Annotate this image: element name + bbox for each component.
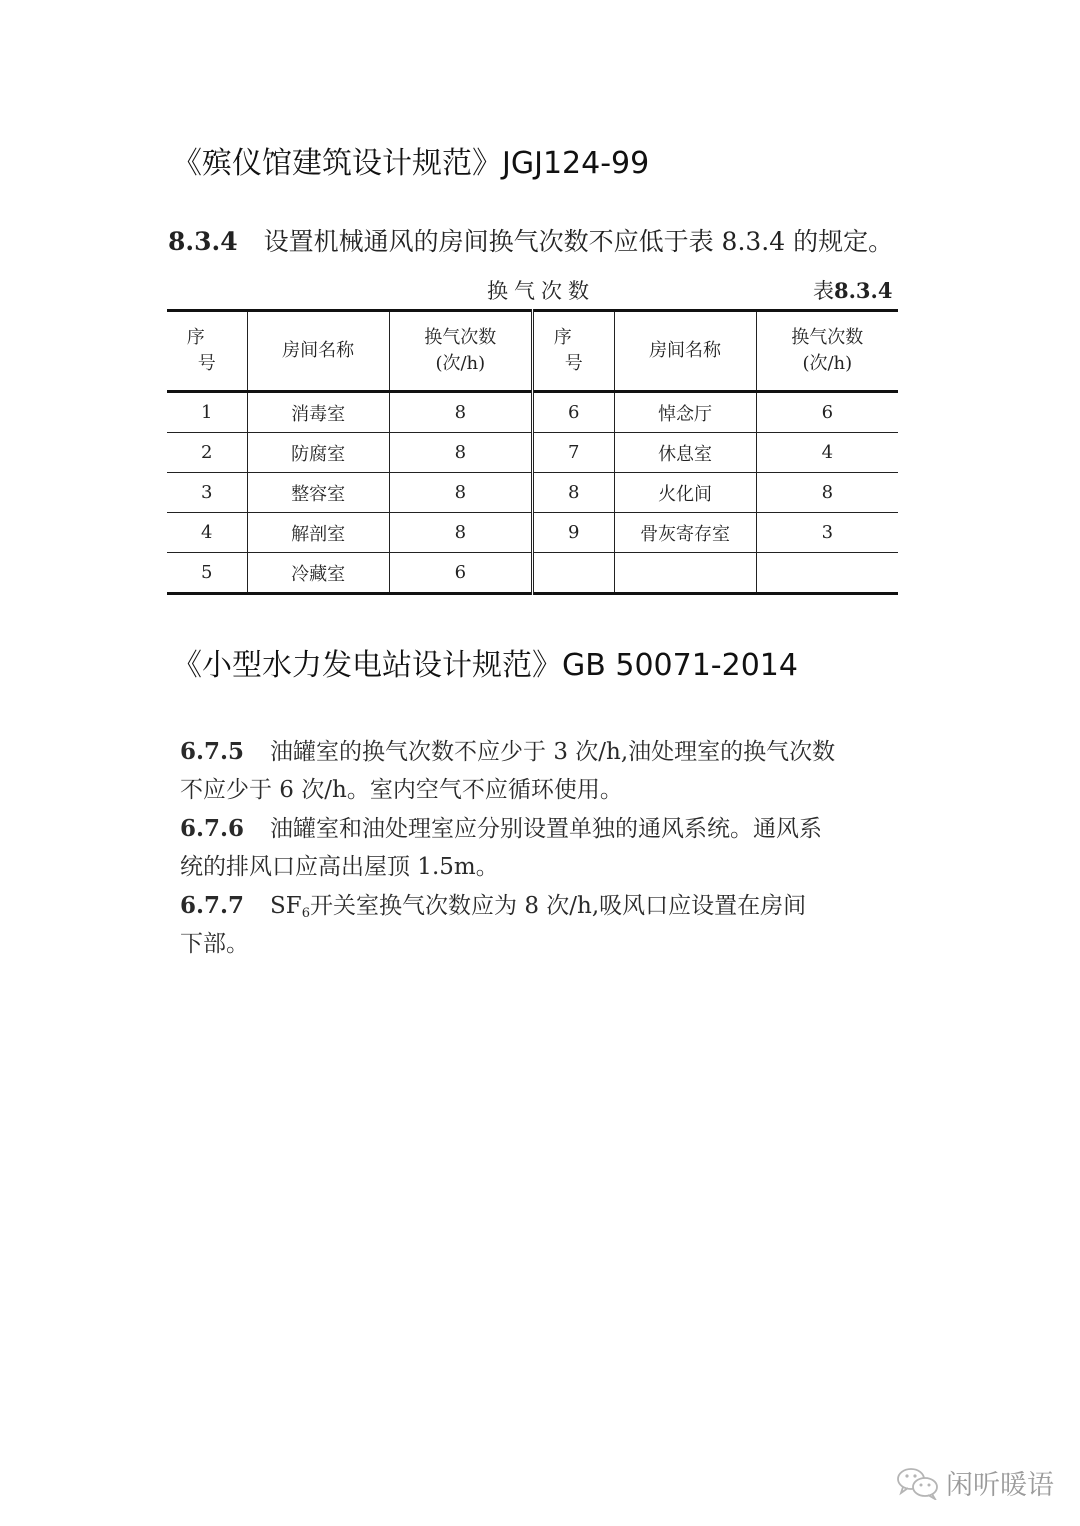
table-label [813, 275, 892, 305]
cell-rate: 6 [756, 392, 898, 433]
clause-6-7-6-continued: 统的排风口应高出屋顶 1.5m。 [180, 854, 499, 880]
clause-6-7-7 [180, 887, 806, 921]
cell-room: 休息室 [614, 433, 756, 473]
cell-rate: 8 [389, 513, 532, 553]
table-header-row [167, 311, 898, 392]
cell-room: 火化间 [614, 473, 756, 513]
clause-text: 设置机械通风的房间换气次数不应低于表 8.3.4 的规定。 [263, 227, 894, 256]
table-row [167, 553, 898, 594]
cell-rate: 8 [389, 433, 532, 473]
clause-6-7-5-continued: 不应少于 6 次/h。室内空气不应循环使用。 [180, 777, 623, 803]
clause-number: 6.7.7 [180, 892, 245, 919]
sf6-prefix: SF [270, 893, 302, 919]
table-row [167, 513, 898, 553]
clause-number: 6.7.5 [180, 738, 245, 765]
cell-rate: 4 [756, 433, 898, 473]
cell-rate: 8 [389, 473, 532, 513]
cell-room: 骨灰寄存室 [614, 513, 756, 553]
header-room: 房间名称 [247, 311, 389, 392]
clause-text: 开关室换气次数应为 8 次/h,吸风口应设置在房间 [310, 893, 807, 919]
cell-rate: 8 [389, 392, 532, 433]
cell-room [614, 553, 756, 594]
clause-6-7-6 [180, 810, 822, 843]
header-rate: 换气次数 (次/h) [389, 311, 532, 392]
table-row [167, 473, 898, 513]
cell-seq: 2 [167, 433, 247, 473]
table-label-prefix: 表 [813, 279, 834, 303]
clause-text: 油罐室的换气次数不应少于 3 次/h,油处理室的换气次数 [270, 739, 836, 765]
cell-seq: 3 [167, 473, 247, 513]
cell-rate [756, 553, 898, 594]
sf6-subscript: 6 [301, 906, 311, 921]
cell-rate: 3 [756, 513, 898, 553]
clause-6-7-5 [180, 733, 835, 766]
wechat-icon [896, 1466, 940, 1500]
clause-number: 6.7.6 [180, 815, 245, 842]
table-row [167, 433, 898, 473]
cell-seq: 6 [532, 392, 614, 433]
cell-seq: 4 [167, 513, 247, 553]
watermark-text: 闲听暖语 [946, 1470, 1054, 1501]
header-seq: 序 号 [167, 311, 247, 392]
clause-text: 油罐室和油处理室应分别设置单独的通风系统。通风系 [270, 816, 823, 842]
header-rate: 换气次数 (次/h) [756, 311, 898, 392]
header-room: 房间名称 [614, 311, 756, 392]
cell-seq: 5 [167, 553, 247, 594]
cell-seq [532, 553, 614, 594]
clause-8-3-4 [168, 222, 893, 258]
table-caption: 换气次数 [487, 279, 595, 303]
standard-title-funeral-home: 《殡仪馆建筑设计规范》JGJ124-99 [172, 146, 650, 181]
header-seq: 序 号 [532, 311, 614, 392]
cell-room: 悼念厅 [614, 392, 756, 433]
cell-seq: 1 [167, 392, 247, 433]
cell-room: 冷藏室 [247, 553, 389, 594]
cell-room: 整容室 [247, 473, 389, 513]
cell-rate: 6 [389, 553, 532, 594]
air-change-table [167, 309, 898, 595]
table-label-number: 8.3.4 [834, 278, 893, 303]
watermark [896, 1463, 1054, 1502]
cell-seq: 8 [532, 473, 614, 513]
cell-rate: 8 [756, 473, 898, 513]
cell-room: 解剖室 [247, 513, 389, 553]
clause-number: 8.3.4 [168, 227, 238, 256]
clause-6-7-7-continued: 下部。 [180, 931, 249, 957]
cell-room: 消毒室 [247, 392, 389, 433]
standard-title-hydropower: 《小型水力发电站设计规范》GB 50071-2014 [172, 648, 798, 683]
cell-room: 防腐室 [247, 433, 389, 473]
cell-seq: 7 [532, 433, 614, 473]
cell-seq: 9 [532, 513, 614, 553]
table-row [167, 392, 898, 433]
